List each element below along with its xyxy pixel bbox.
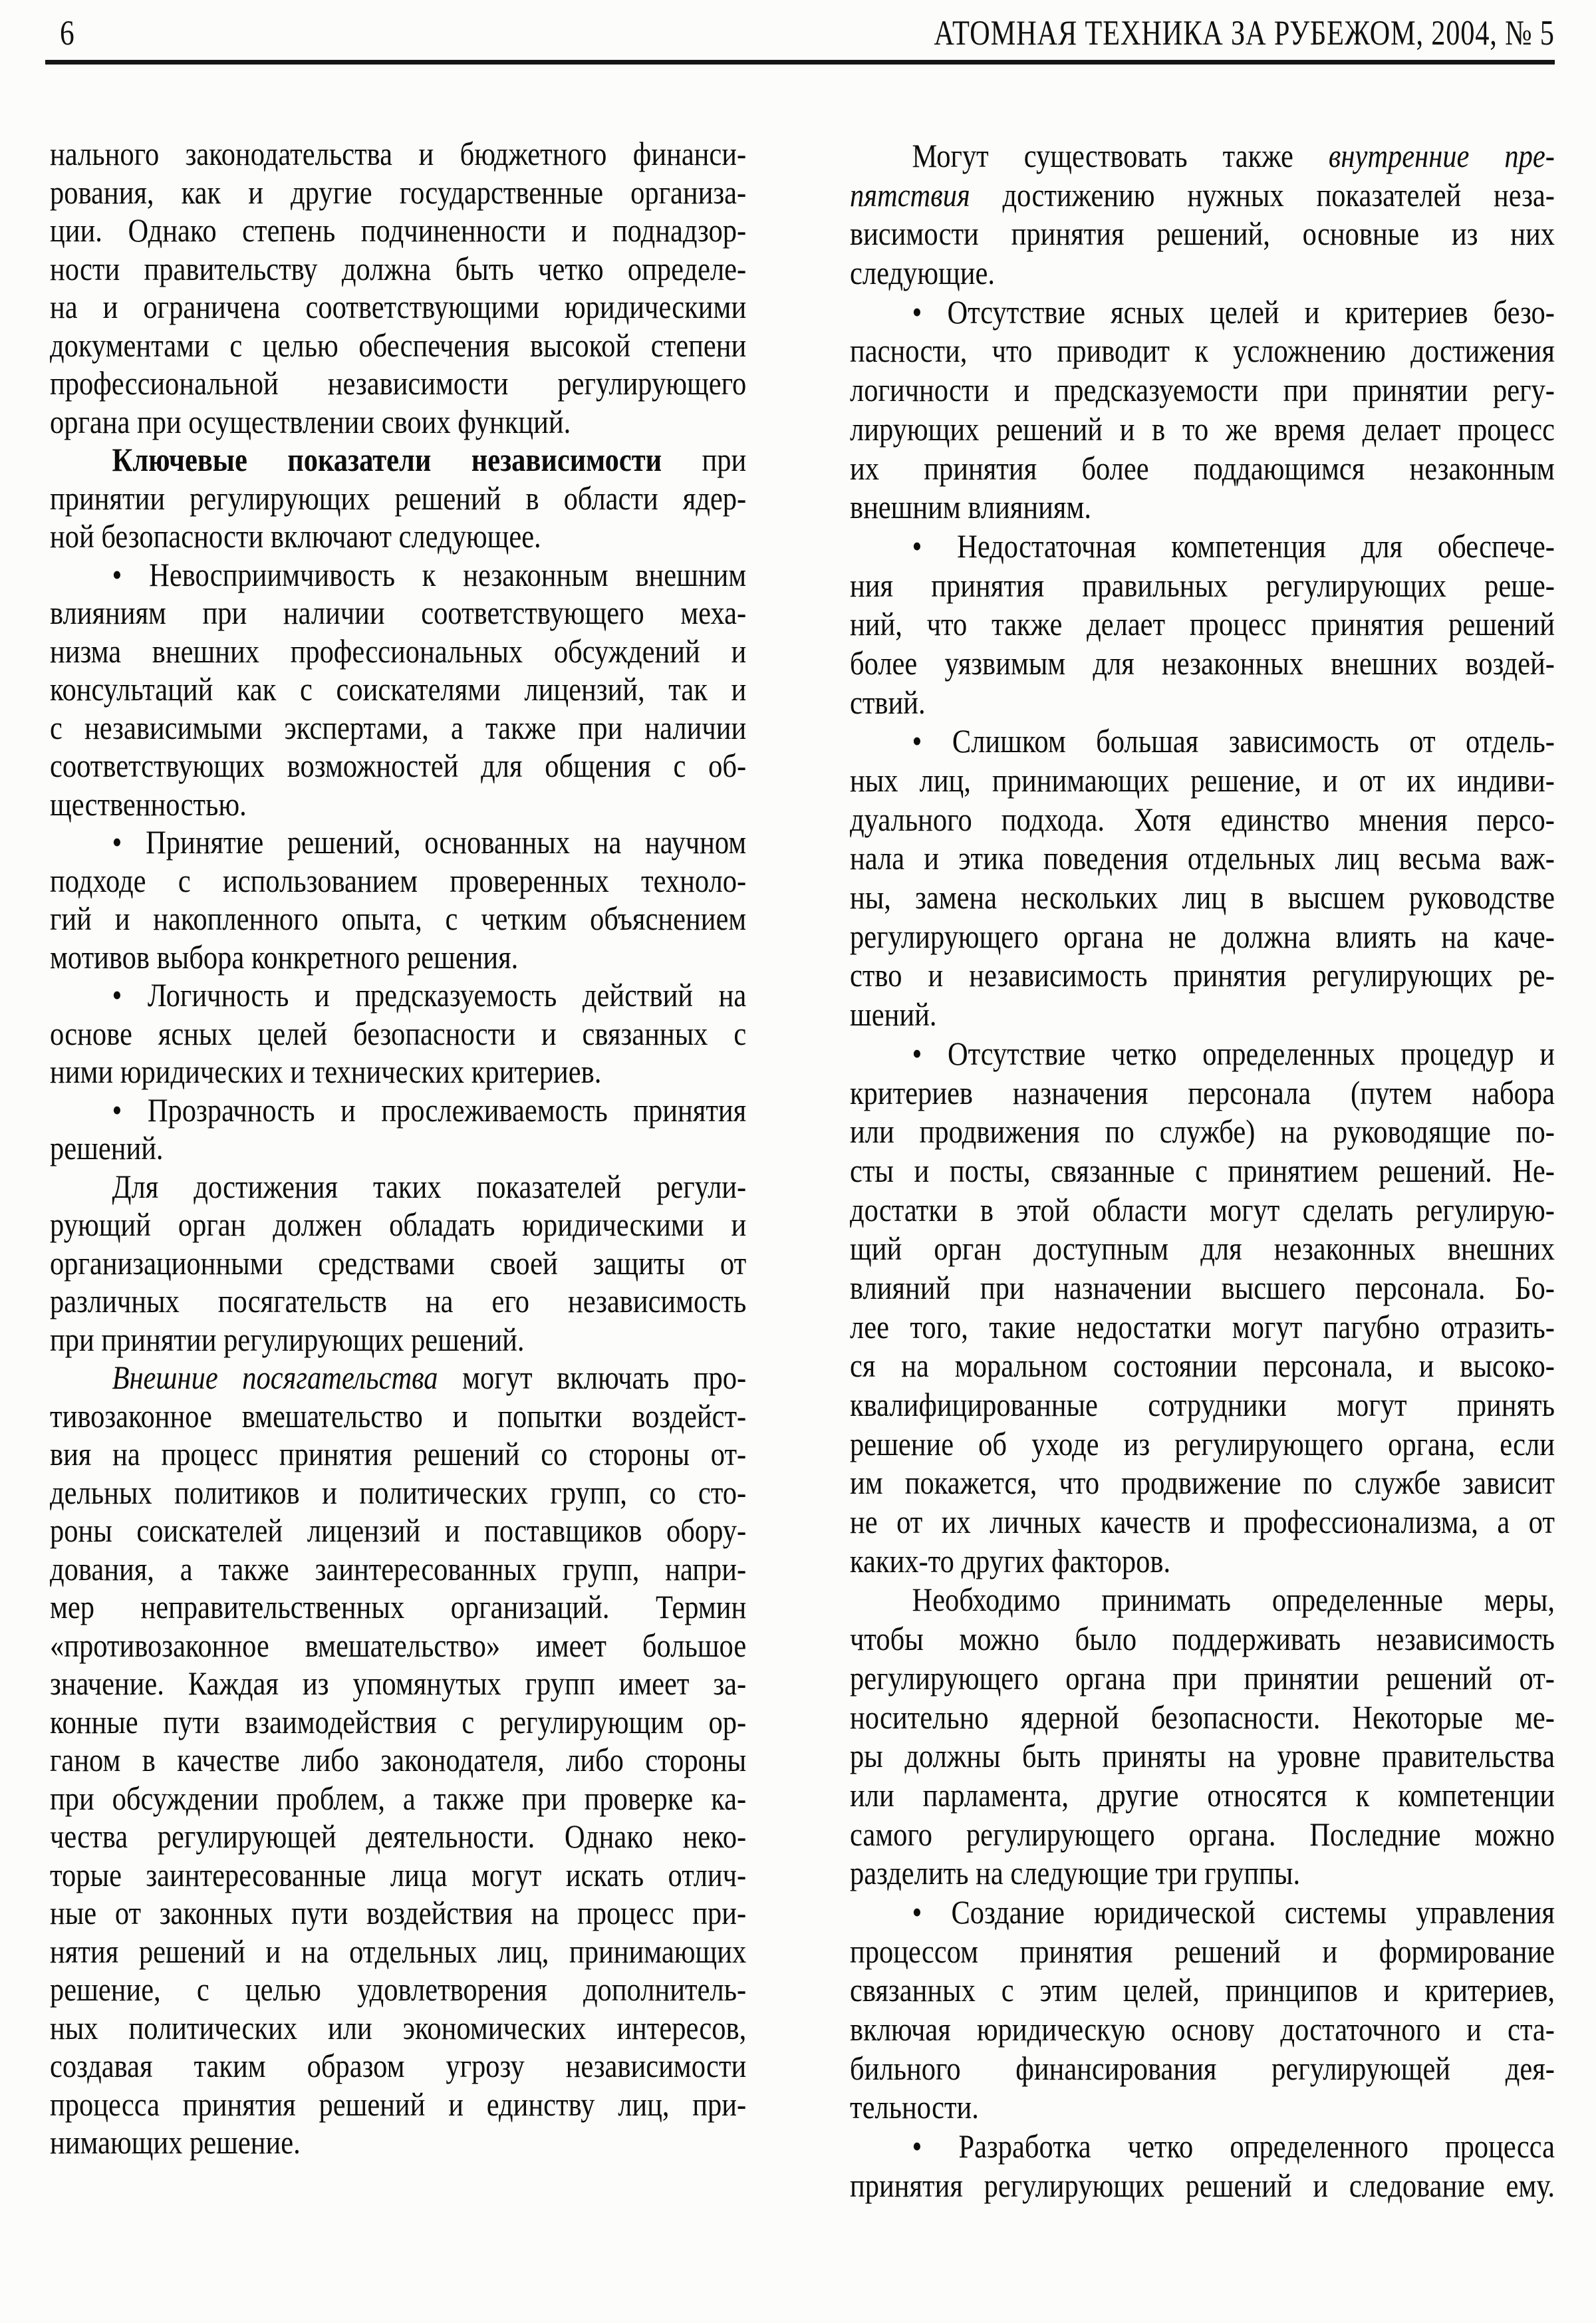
text-line bbox=[850, 1815, 1555, 1854]
italic-text-run: пятствия bbox=[850, 176, 970, 213]
text-line bbox=[50, 1780, 746, 1818]
text-run: ствий. bbox=[850, 683, 926, 721]
text-line bbox=[850, 1307, 1555, 1347]
text-run: • Разработка четко определенного процесса bbox=[912, 2127, 1555, 2165]
text-run: решение об уходе из регулирующего органа, если bbox=[850, 1425, 1555, 1462]
text-run: мер неправительственных организаций. Термин bbox=[50, 1588, 747, 1625]
text-run: бильного финансирования регулирующей дея- bbox=[850, 2049, 1555, 2087]
paragraph bbox=[50, 1168, 746, 1359]
text-run: принятия регулирующих решений и следование ему. bbox=[850, 2166, 1555, 2204]
text-line bbox=[850, 1112, 1555, 1151]
text-run: ния принятия правильных регулирующих реше- bbox=[850, 566, 1555, 604]
text-line bbox=[850, 214, 1555, 253]
text-run: самого регулирующего органа. Последние можно bbox=[850, 1815, 1555, 1853]
text-line bbox=[50, 1206, 746, 1244]
text-run: • Отсутствие четко определенных процедур и bbox=[912, 1034, 1555, 1072]
text-line bbox=[850, 1853, 1555, 1893]
text-run: Могут существовать также bbox=[912, 137, 1329, 174]
text-line bbox=[850, 1034, 1555, 1073]
text-run: влияниям при наличии соответствующего меха- bbox=[50, 594, 747, 631]
text-line bbox=[50, 364, 746, 403]
text-line bbox=[50, 1359, 746, 1397]
text-run: профессиональной независимости регулирующего bbox=[50, 364, 747, 402]
bullet-paragraph bbox=[850, 722, 1555, 1034]
text-line bbox=[50, 174, 746, 212]
text-run: значение. Каждая из упомянутых групп имеет за- bbox=[50, 1665, 747, 1702]
text-line bbox=[50, 327, 746, 365]
text-line bbox=[850, 917, 1555, 956]
text-line bbox=[50, 1168, 746, 1206]
text-run: • Принятие решений, основанных на научном bbox=[112, 823, 747, 861]
text-run: сты и посты, связанные с принятием решений. Не- bbox=[850, 1151, 1555, 1189]
text-run: ство и независимость принятия регулирующих ре- bbox=[850, 956, 1555, 994]
text-line bbox=[50, 479, 746, 518]
text-line bbox=[850, 487, 1555, 527]
text-run: торые заинтересованные лица могут искать отлич- bbox=[50, 1855, 747, 1893]
text-run: лее того, такие недостатки могут пагубно отразить- bbox=[850, 1307, 1555, 1345]
text-run: лирующих решений и в то же время делает процесс bbox=[850, 410, 1555, 448]
text-line bbox=[50, 976, 746, 1015]
text-run: рующий орган должен обладать юридическими и bbox=[50, 1206, 747, 1243]
text-line bbox=[50, 441, 746, 479]
text-line bbox=[50, 556, 746, 595]
text-run: критериев назначения персонала (путем набора bbox=[850, 1073, 1555, 1111]
text-line bbox=[50, 250, 746, 289]
text-line bbox=[850, 2010, 1555, 2049]
text-run: ных лиц, принимающих решение, и от их индиви- bbox=[850, 761, 1555, 799]
text-run: низма внешних профессиональных обсуждений и bbox=[50, 632, 747, 670]
text-run: гий и накопленного опыта, с четким объяснением bbox=[50, 900, 747, 937]
text-run: конные пути взаимодействия с регулирующим ор- bbox=[50, 1703, 747, 1740]
text-line bbox=[50, 1550, 746, 1589]
text-run: решений. bbox=[50, 1129, 164, 1166]
text-run: могут включать про- bbox=[438, 1359, 747, 1396]
text-line bbox=[50, 1474, 746, 1512]
text-line bbox=[850, 995, 1555, 1034]
text-run: щественностью. bbox=[50, 785, 247, 823]
text-line bbox=[850, 878, 1555, 917]
bullet-paragraph bbox=[850, 1893, 1555, 2127]
text-run: мотивов выбора конкретного решения. bbox=[50, 938, 519, 976]
text-line bbox=[850, 2049, 1555, 2088]
text-run: органа при осуществлении своих функций. bbox=[50, 402, 571, 440]
text-line bbox=[50, 288, 746, 327]
text-run: логичности и предсказуемости при принятии регу- bbox=[850, 371, 1555, 409]
text-run: нятия решений и на отдельных лиц, принимающих bbox=[50, 1932, 747, 1970]
text-line bbox=[50, 2123, 746, 2162]
text-line bbox=[850, 1542, 1555, 1581]
paragraph bbox=[850, 136, 1555, 293]
italic-text-run: Внешние посягательства bbox=[112, 1359, 438, 1396]
text-line bbox=[50, 1091, 746, 1130]
bullet-paragraph bbox=[850, 527, 1555, 722]
text-line bbox=[50, 2047, 746, 2086]
text-run: решение, с целью удовлетворения дополнитель- bbox=[50, 1971, 747, 2008]
text-run: ний, что также делает процесс принятия решений bbox=[850, 605, 1555, 643]
text-run: ных политических или экономических интересов, bbox=[50, 2008, 747, 2046]
text-run: организационными средствами своей защиты от bbox=[50, 1244, 747, 1282]
text-run: включая юридическую основу достаточного и ста- bbox=[850, 2010, 1555, 2048]
text-line bbox=[50, 1244, 746, 1283]
text-run: документами с целью обеспечения высокой степени bbox=[50, 326, 747, 364]
text-run: нала и этика поведения отдельных лиц весьма важ- bbox=[850, 839, 1555, 877]
text-line bbox=[850, 1932, 1555, 1971]
bullet-paragraph bbox=[50, 556, 746, 824]
text-line bbox=[50, 709, 746, 748]
text-run: различных посягательств на его независимость bbox=[50, 1282, 747, 1319]
text-line bbox=[850, 1190, 1555, 1230]
text-line bbox=[850, 1346, 1555, 1385]
text-run: их принятия более поддающимся незаконным bbox=[850, 449, 1555, 487]
text-line bbox=[850, 683, 1555, 722]
text-line bbox=[850, 2127, 1555, 2166]
text-line bbox=[850, 1502, 1555, 1542]
text-line bbox=[50, 1321, 746, 1359]
text-run: рования, как и другие государственные организа- bbox=[50, 173, 747, 211]
text-run: или парламента, другие относятся к компетенции bbox=[850, 1776, 1555, 1814]
bullet-paragraph bbox=[850, 2127, 1555, 2205]
text-run: подходе с использованием проверенных техноло- bbox=[50, 861, 747, 899]
text-run: • Логичность и предсказуемость действий на bbox=[112, 976, 747, 1014]
text-run: при обсуждении проблем, а также при проверке ка- bbox=[50, 1779, 747, 1817]
paragraph bbox=[50, 1359, 746, 2162]
text-run: основе ясных целей безопасности и связанных с bbox=[50, 1014, 747, 1052]
text-run: • Недостаточная компетенция для обеспече- bbox=[912, 527, 1555, 565]
text-run: не от их личных качеств и профессионализма, а от bbox=[850, 1503, 1555, 1541]
text-run: ся на моральном состоянии персонала, и высоко- bbox=[850, 1347, 1555, 1385]
italic-text-run: внутренние пре- bbox=[1328, 137, 1555, 174]
text-run: при bbox=[662, 441, 747, 478]
text-run: им покажется, что продвижение по службе зависит bbox=[850, 1464, 1555, 1502]
text-line bbox=[50, 2086, 746, 2124]
text-line bbox=[850, 761, 1555, 800]
text-run: ности правительству должна быть четко определе- bbox=[50, 249, 747, 287]
text-line bbox=[50, 594, 746, 632]
text-run: влияний при назначении высшего персонала. Бо- bbox=[850, 1268, 1555, 1306]
text-run: пасности, что приводит к усложнению достижения bbox=[850, 332, 1555, 370]
text-line bbox=[50, 1129, 746, 1168]
text-run: шений. bbox=[850, 996, 937, 1033]
text-line bbox=[50, 211, 746, 250]
text-run: или продвижения по службе) на руководящие по- bbox=[850, 1113, 1555, 1151]
text-line bbox=[50, 862, 746, 900]
text-line bbox=[50, 1397, 746, 1436]
text-run: ры должны быть приняты на уровне правительства bbox=[850, 1737, 1555, 1775]
text-run: • Прозрачность и прослеживаемость принятия bbox=[112, 1091, 747, 1129]
text-line bbox=[850, 1776, 1555, 1815]
text-run: нального законодательства и бюджетного финанси- bbox=[50, 135, 747, 172]
text-line bbox=[850, 370, 1555, 410]
text-line bbox=[50, 1894, 746, 1933]
paragraph bbox=[50, 441, 746, 556]
text-line bbox=[50, 1627, 746, 1665]
text-line bbox=[850, 1971, 1555, 2010]
text-run: дования, а также заинтересованных групп, напри- bbox=[50, 1550, 747, 1587]
text-line bbox=[850, 644, 1555, 683]
journal-title: АТОМНАЯ ТЕХНИКА ЗА РУБЕЖОМ, 2004, № 5 bbox=[934, 14, 1555, 53]
text-run: • Невосприимчивость к незаконным внешним bbox=[112, 555, 747, 593]
bullet-paragraph bbox=[850, 293, 1555, 527]
text-run: принятии регулирующих решений в области ядер- bbox=[50, 479, 747, 517]
text-line bbox=[850, 1463, 1555, 1502]
text-line bbox=[50, 1856, 746, 1895]
text-run: достижению нужных показателей неза- bbox=[970, 176, 1555, 213]
text-run: ганом в качестве либо законодателя, либо стороны bbox=[50, 1741, 747, 1778]
text-line bbox=[850, 1229, 1555, 1268]
text-run: щий орган доступным для незаконных внешних bbox=[850, 1230, 1555, 1268]
text-run: более уязвимым для незаконных внешних воздей- bbox=[850, 644, 1555, 682]
right-text-column bbox=[850, 136, 1555, 2205]
text-run: ны, замена нескольких лиц в высшем руководстве bbox=[850, 879, 1555, 916]
text-run: «противозаконное вмешательство» имеет большое bbox=[50, 1626, 747, 1664]
text-line bbox=[50, 1933, 746, 1971]
text-run: создавая таким образом угрозу независимости bbox=[50, 2047, 747, 2084]
text-run: висимости принятия решений, основные из них bbox=[850, 215, 1555, 253]
text-line bbox=[850, 2166, 1555, 2205]
text-line bbox=[50, 1435, 746, 1474]
page-number: 6 bbox=[60, 14, 74, 53]
text-line bbox=[850, 839, 1555, 878]
text-run: Необходимо принимать определенные меры, bbox=[912, 1581, 1555, 1619]
text-line bbox=[50, 823, 746, 862]
text-line bbox=[850, 1580, 1555, 1619]
text-run: • Создание юридической системы управления bbox=[912, 1893, 1555, 1931]
text-line bbox=[850, 331, 1555, 370]
text-run: каких-то других факторов. bbox=[850, 1542, 1171, 1579]
text-run: регулирующего органа не должна влиять на каче- bbox=[850, 917, 1555, 955]
text-run: соответствующих возможностей для общения с об- bbox=[50, 747, 747, 784]
text-line bbox=[850, 956, 1555, 995]
text-run: ции. Однако степень подчиненности и поднадзор- bbox=[50, 211, 747, 249]
text-run: регулирующего органа при принятии решений от- bbox=[850, 1659, 1555, 1697]
text-line bbox=[50, 135, 746, 174]
text-line bbox=[850, 1425, 1555, 1464]
text-run: дельных политиков и политических групп, со сто- bbox=[50, 1473, 747, 1511]
text-line bbox=[850, 1698, 1555, 1737]
text-run: тельности. bbox=[850, 2088, 979, 2126]
text-run: ними юридических и технических критериев. bbox=[50, 1053, 602, 1090]
text-line bbox=[850, 1151, 1555, 1190]
text-line bbox=[50, 1971, 746, 2009]
text-run: процесса принятия решений и единству лиц, при- bbox=[50, 2085, 747, 2123]
paragraph bbox=[850, 1580, 1555, 1893]
text-run: консультаций как с соискателями лицензий, так и bbox=[50, 670, 747, 708]
text-line bbox=[850, 1893, 1555, 1932]
text-run: разделить на следующие три группы. bbox=[850, 1854, 1301, 1892]
header-rule bbox=[45, 60, 1555, 65]
text-line bbox=[850, 1619, 1555, 1659]
text-run: вия на процесс принятия решений со стороны от- bbox=[50, 1435, 747, 1472]
text-line bbox=[850, 136, 1555, 176]
text-run: Для достижения таких показателей регули- bbox=[112, 1167, 747, 1205]
text-line bbox=[850, 1385, 1555, 1425]
bullet-paragraph bbox=[850, 1034, 1555, 1581]
bullet-paragraph bbox=[50, 823, 746, 976]
text-run: процессом принятия решений и формирование bbox=[850, 1932, 1555, 1970]
text-line bbox=[50, 785, 746, 824]
text-line bbox=[850, 1736, 1555, 1776]
text-run: роны соискателей лицензий и поставщиков обору- bbox=[50, 1512, 747, 1549]
text-run: связанных с этим целей, принципов и критериев, bbox=[850, 1971, 1555, 2009]
text-line bbox=[50, 1665, 746, 1703]
text-line bbox=[50, 1741, 746, 1780]
text-line bbox=[50, 670, 746, 709]
text-run: внешним влияниям. bbox=[850, 488, 1091, 526]
text-line bbox=[50, 1512, 746, 1550]
text-run: ные от законных пути воздействия на процесс при- bbox=[50, 1894, 747, 1931]
text-run: квалифицированные сотрудники могут принять bbox=[850, 1386, 1555, 1423]
text-line bbox=[50, 403, 746, 442]
text-line bbox=[850, 527, 1555, 566]
text-run: тивозаконное вмешательство и попытки воздейст- bbox=[50, 1397, 747, 1435]
text-line bbox=[50, 1053, 746, 1091]
text-run: достатки в этой области могут сделать регулирую- bbox=[850, 1190, 1555, 1228]
paragraph bbox=[50, 135, 746, 441]
bold-text-run: Ключевые показатели независимости bbox=[112, 441, 662, 478]
bullet-paragraph bbox=[50, 1091, 746, 1168]
text-line bbox=[850, 176, 1555, 215]
text-line bbox=[50, 1015, 746, 1053]
text-run: нимающих решение. bbox=[50, 2123, 301, 2161]
text-run: ной безопасности включают следующее. bbox=[50, 517, 541, 555]
text-run: • Отсутствие ясных целей и критериев безо- bbox=[912, 293, 1555, 331]
text-line bbox=[50, 1588, 746, 1627]
text-run: носительно ядерной безопасности. Некоторые ме- bbox=[850, 1698, 1555, 1736]
text-line bbox=[50, 900, 746, 938]
text-line bbox=[850, 293, 1555, 332]
text-line bbox=[850, 1073, 1555, 1113]
text-line bbox=[850, 410, 1555, 449]
text-run: чтобы можно было поддерживать независимость bbox=[850, 1620, 1555, 1658]
text-line bbox=[850, 605, 1555, 644]
text-line bbox=[850, 800, 1555, 839]
text-line bbox=[850, 1268, 1555, 1307]
text-run: чества регулирующей деятельности. Однако неко- bbox=[50, 1818, 747, 1855]
text-line bbox=[50, 632, 746, 671]
text-line bbox=[850, 2088, 1555, 2127]
text-line bbox=[50, 747, 746, 785]
text-line bbox=[50, 517, 746, 556]
text-run: • Слишком большая зависимость от отдель- bbox=[912, 722, 1555, 760]
text-run: на и ограничена соответствующими юридическими bbox=[50, 288, 747, 325]
text-line bbox=[50, 938, 746, 977]
text-run: дуального подхода. Хотя единство мнения персо- bbox=[850, 800, 1555, 838]
text-line bbox=[850, 1659, 1555, 1698]
text-run: при принятии регулирующих решений. bbox=[50, 1320, 525, 1358]
text-line bbox=[850, 722, 1555, 761]
text-line bbox=[50, 1818, 746, 1856]
bullet-paragraph bbox=[50, 976, 746, 1091]
text-line bbox=[850, 566, 1555, 605]
text-line bbox=[50, 1282, 746, 1321]
text-run: следующие. bbox=[850, 254, 995, 292]
text-line bbox=[850, 253, 1555, 293]
left-text-column bbox=[50, 135, 746, 2162]
text-line bbox=[50, 2009, 746, 2048]
text-line bbox=[50, 1703, 746, 1742]
text-line bbox=[850, 449, 1555, 488]
text-run: с независимыми экспертами, а также при наличии bbox=[50, 708, 747, 746]
